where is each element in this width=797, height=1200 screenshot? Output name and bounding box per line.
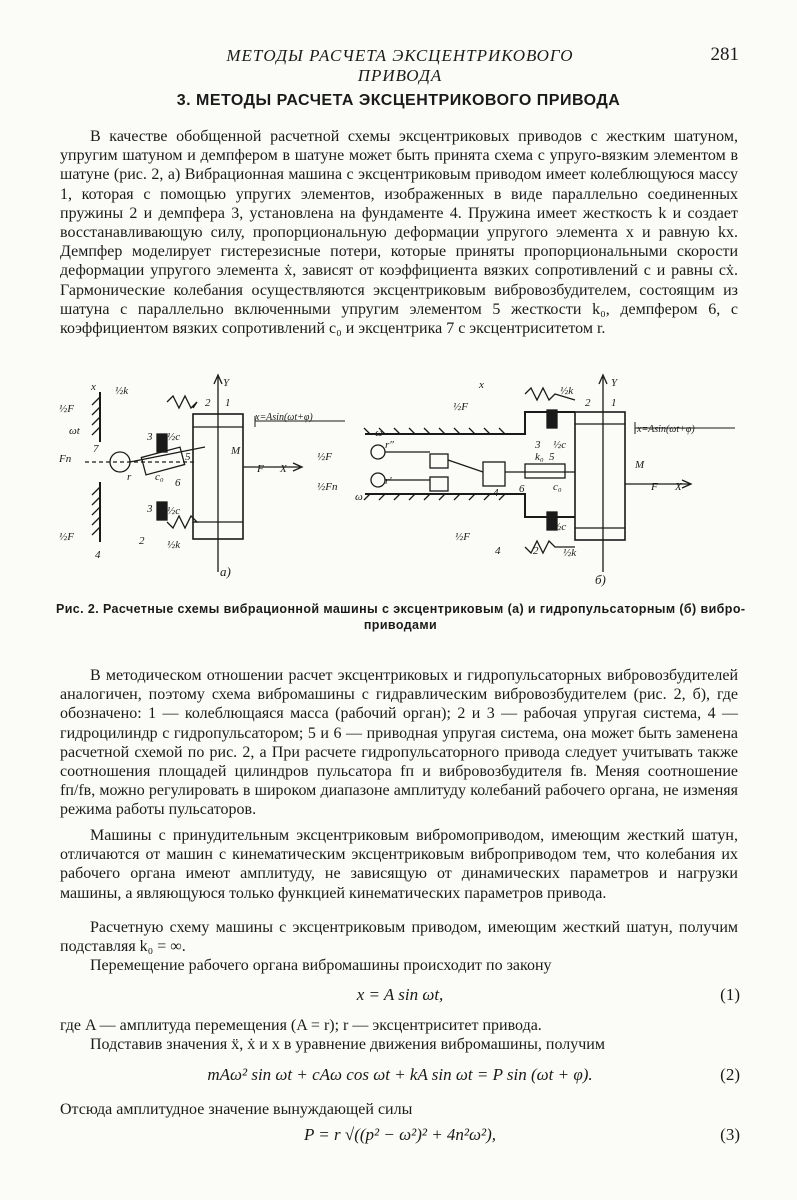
svg-text:1: 1 (225, 397, 231, 409)
svg-text:Fп: Fп (59, 453, 72, 465)
svg-text:4: 4 (493, 487, 499, 499)
svg-text:X: X (280, 463, 287, 475)
svg-text:½k: ½k (560, 385, 574, 397)
equation-2-number: (2) (720, 1065, 740, 1084)
svg-text:а): а) (220, 564, 231, 579)
svg-text:½F: ½F (59, 531, 74, 543)
svg-text:½F: ½F (317, 451, 332, 463)
paragraph-rigid-rod: Расчетную схему машины с эксцентриковым приводом, имеющим жесткий шатун, получим подставляя k₀ = ∞. (60, 919, 738, 956)
paragraph-amplitude: где A — амплитуда перемещения (A = r); r — эксцентриситет привода. (60, 1017, 542, 1034)
svg-text:4: 4 (495, 545, 501, 557)
figure-2 (55, 372, 755, 594)
panel-a (85, 375, 345, 572)
equation-3-number: (3) (720, 1125, 740, 1144)
svg-text:4: 4 (95, 549, 101, 561)
svg-text:2: 2 (533, 545, 539, 557)
svg-text:½k: ½k (167, 539, 181, 551)
svg-text:x: x (479, 379, 484, 391)
svg-text:1: 1 (611, 397, 617, 409)
equation-2-expr: mAω² sin ωt + cAω cos ωt + kA sin ωt = P sin (ωt + φ). (207, 1065, 593, 1084)
svg-text:½c: ½c (553, 439, 567, 451)
paragraph-displacement: Перемещение рабочего органа вибромашины происходит по закону (90, 957, 552, 974)
svg-text:x=Asin(ωt+φ): x=Asin(ωt+φ) (255, 412, 313, 423)
svg-text:M: M (635, 459, 645, 471)
svg-text:½k: ½k (115, 385, 129, 397)
svg-text:r′: r′ (385, 475, 392, 487)
svg-text:3: 3 (147, 431, 153, 443)
svg-text:ω: ω (375, 427, 383, 439)
svg-text:½F: ½F (453, 401, 468, 413)
svg-text:r: r (127, 471, 132, 483)
svg-text:F: F (651, 481, 658, 493)
svg-text:½F: ½F (455, 531, 470, 543)
svg-text:2: 2 (139, 535, 145, 547)
svg-text:6: 6 (175, 477, 181, 489)
paragraph-substitute: Подставив значения ẍ, ẋ и x в уравнение движения вибромашины, получим (90, 1036, 605, 1053)
equation-2 (60, 1065, 740, 1089)
svg-text:5: 5 (549, 451, 555, 463)
svg-text:3: 3 (147, 503, 153, 515)
svg-text:r″: r″ (385, 439, 394, 451)
svg-text:ωt: ωt (69, 425, 80, 437)
equation-1-expr: x = A sin ωt, (356, 985, 444, 1004)
svg-text:½F: ½F (59, 403, 74, 415)
paragraph-force: Отсюда амплитудное значение вынуждающей силы (60, 1101, 413, 1118)
paragraph-method: В методическом отношении расчет эксцентриковых и гидропульсаторных вибровозбудителей аналогичен, поэтому схема вибромашины с гидравлическим вибровозбудителем (рис. 2, б), где обозначено: 1 — колеблющаяся масса (рабочий орган); 2 и 3 — рабочая упругая система, 4 — гидроцилиндр с гидропульсатором; 5 и 6 — приводная упругая система, она может быть заменена расчетной схемой по рис. 2, а При расчете гидропульсаторного привода следует учитывать также соотношения площадей цилиндров пульсатора fп и вибровозбудителя fв. Меняя соотношение fп/fв, можно регулировать в широком диапазоне амплитуду колебаний рабочего органа, не изменяя режима работы пульсаторов. (60, 667, 738, 819)
panel-b (364, 375, 735, 572)
paragraph-machines: Машины с принудительным эксцентриковым вибромоприводом, имеющим жесткий шатун, отличаются от машин с кинематическим эксцентриковым виброприводом тем, что колебания их рабочего органа имеют амплитуду, не зависящую от динамических параметров и нагрузки машины, а являющуюся только функцией кинематических параметров привода. (60, 827, 738, 902)
svg-text:x: x (91, 381, 96, 393)
equation-1-number: (1) (720, 985, 740, 1004)
equation-1 (60, 985, 740, 1009)
svg-text:X: X (675, 481, 682, 493)
svg-text:6: 6 (519, 483, 525, 495)
page-number: 281 (710, 44, 739, 65)
svg-text:Y: Y (611, 377, 618, 389)
svg-text:k₀: k₀ (535, 451, 544, 463)
svg-text:Y: Y (223, 377, 230, 389)
svg-text:x=Asin(ωt+φ): x=Asin(ωt+φ) (637, 424, 695, 435)
svg-text:½k: ½k (563, 547, 577, 559)
svg-text:ω: ω (355, 491, 363, 503)
equation-3 (60, 1125, 740, 1151)
svg-text:c₀: c₀ (553, 481, 562, 493)
section-title: 3. МЕТОДЫ РАСЧЕТА ЭКСЦЕНТРИКОВОГО ПРИВОДА (176, 92, 621, 109)
svg-text:3: 3 (535, 439, 541, 451)
svg-text:½c: ½c (553, 521, 567, 533)
svg-text:5: 5 (185, 451, 191, 463)
figure-labels (58, 377, 695, 587)
svg-text:2: 2 (585, 397, 591, 409)
svg-text:2: 2 (205, 397, 211, 409)
equation-3-expr: P = r √((p² − ω²)² + 4n²ω²), (303, 1125, 497, 1144)
svg-text:F: F (257, 463, 264, 475)
figure-caption: Рис. 2. Расчетные схемы вибрационной машины с эксцентриковым (а) и гидропульсаторным (б) виброприводами (55, 602, 746, 632)
svg-text:б): б) (595, 572, 606, 587)
svg-text:c₀: c₀ (155, 471, 164, 483)
figure-diagram (55, 372, 755, 594)
svg-text:½Fп: ½Fп (317, 481, 338, 493)
svg-text:½c: ½c (167, 505, 181, 517)
svg-text:7: 7 (93, 443, 99, 455)
svg-text:M: M (231, 445, 241, 457)
paragraph-intro: В качестве обобщенной расчетной схемы эксцентриковых приводов с жестким шатуном, упругим шатуном и демпфером в шатуне может быть принята схема с упруго-вязким элементом в шатуне (рис. 2, а) Вибрационная машина с эксцентриковым приводом имеет колеблющуюся массу 1, которая с помощью упругих элементов, изображенных в виде параллельно соединенных пружины 2 и демпфера 3, установлена на фундаменте 4. Пружина имеет жесткость k и создает восстанавливающую силу, пропорциональную деформации упругого элемента x и равную kx. Демпфер моделирует гистерезисные потери, которые приняты пропорциональными скорости деформации упругого элемента ẋ, зависят от коэффициента вязких сопротивлений c и равны cẋ. Гармонические колебания осуществляются эксцентриковым вибровозбудителем, состоящим из шатуна с параллельно включенными упругим элементом 5 жесткости k₀, демпфером 6, с коэффициентом вязких сопротивлений c₀ и эксцентрика 7 с эксцентриситетом r. (60, 128, 738, 338)
svg-text:½c: ½c (167, 431, 181, 443)
running-head: МЕТОДЫ РАСЧЕТА ЭКСЦЕНТРИКОВОГО ПРИВОДА (226, 46, 574, 85)
